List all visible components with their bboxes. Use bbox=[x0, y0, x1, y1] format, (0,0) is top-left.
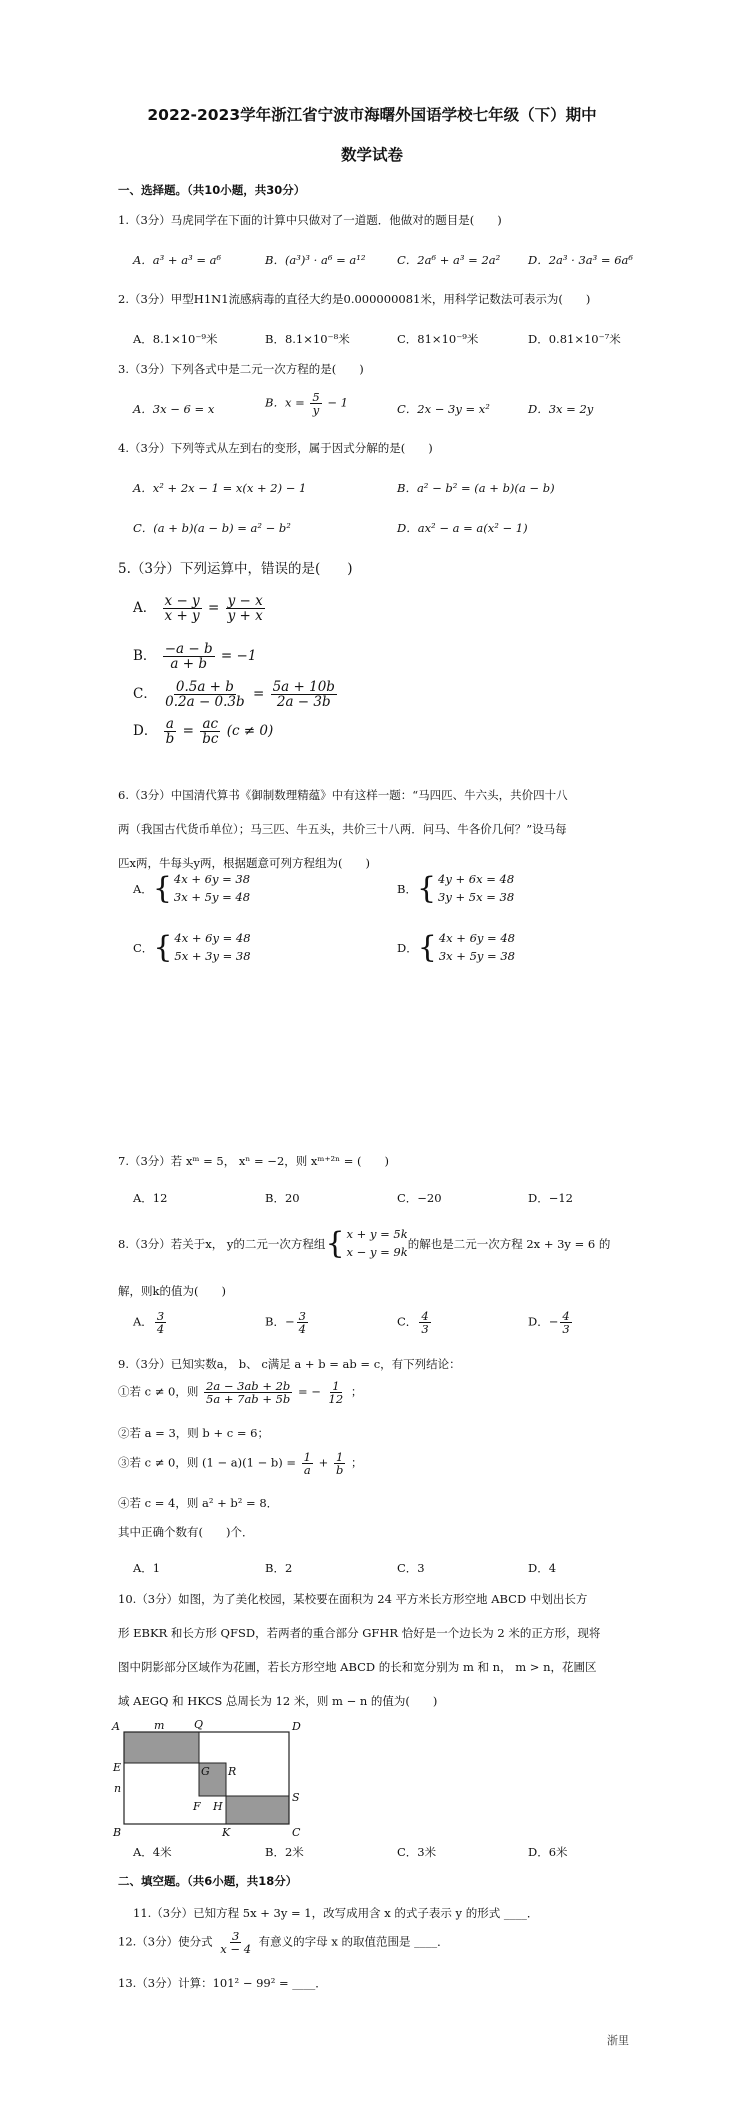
q4-option-c: C．(a + b)(a − b) = a² − b² bbox=[133, 521, 291, 535]
page-footer: 浙里 bbox=[607, 2034, 629, 2047]
q9-statement-2: ②若 a = 3，则 b + c = 6； bbox=[118, 1426, 269, 1440]
section-choice-heading: 一、选择题。（共10小题，共30分） bbox=[118, 183, 306, 197]
q9-statement-1: ①若 c ≠ 0，则 $\frac{2a - 3ab + 2b}{5a + 7ab + 5b}$ = − $\frac{1}{12}$ ； bbox=[118, 1379, 363, 1407]
q10-stem-line-2: 形 EBKR 和长方形 QFSD，若两者的重合部分 GFHR 恰好是一个边长为 2 米的正方形，现将 bbox=[118, 1626, 601, 1640]
q3-stem: 3.（3分）下列各式中是二元一次方程的是( ) bbox=[118, 362, 364, 376]
q5-option-a: A． $\frac{x - y}{x + y}$ = $\frac{y - x}{y + x}$ bbox=[133, 593, 263, 625]
q1-option-d: D．2a³ · 3a³ = 6a⁶ bbox=[528, 253, 633, 267]
q6-option-a: A． { 4x + 6y = 38 3x + 5y = 48 bbox=[133, 871, 251, 906]
q1-option-a: A．a³ + a³ = a⁶ bbox=[133, 253, 222, 267]
q2-option-c: C．81×10⁻⁹米 bbox=[397, 332, 479, 346]
q13-text: 13.（3分）计算：101² − 99² = ____． bbox=[118, 1976, 327, 1990]
label-e: E bbox=[113, 1761, 122, 1774]
label-c: C bbox=[292, 1826, 301, 1839]
q9-stem: 9.（3分）已知实数a， b、 c满足 a + b = ab = c，有下列结论： bbox=[118, 1357, 461, 1371]
q9-statement-5: 其中正确个数有( )个． bbox=[118, 1525, 254, 1539]
q9-option-c: C．3 bbox=[397, 1561, 425, 1575]
title-line-1: 2022-2023学年浙江省宁波市海曙外国语学校七年级（下）期中 bbox=[147, 106, 597, 124]
q12-text: 12.（3分）使分式 $\frac{3}{x - 4}$ 有意义的字母 x 的取值范围是 ____． bbox=[118, 1929, 449, 1957]
q6-stem-line-1: 6.（3分）中国清代算书《御制数理精蕴》中有这样一题：“马四匹、牛六头，共价四十八 bbox=[118, 788, 568, 802]
q8-stem-line-2: 解，则k的值为( ) bbox=[118, 1284, 226, 1298]
q5-option-c: C． $\frac{0.5a + b}{0.2a - 0.3b}$ = $\frac{5a + 10b}{2a - 3b}$ bbox=[133, 679, 335, 711]
q6-option-b: B． { 4y + 6x = 48 3y + 5x = 38 bbox=[397, 871, 515, 906]
label-k: K bbox=[222, 1826, 231, 1839]
shaded-region-hkcs bbox=[226, 1796, 289, 1824]
q8-stem-line-1: 8.（3分）若关于x， y的二元一次方程组 { x + y = 5k x − y = 9k 的解也是二元一次方程 2x + 3y = 6 的 bbox=[118, 1226, 611, 1261]
q9-option-d: D．4 bbox=[528, 1561, 557, 1575]
q6-option-d: D． { 4x + 6y = 48 3x + 5y = 38 bbox=[397, 930, 515, 965]
q9-option-a: A．1 bbox=[133, 1561, 161, 1575]
q7-option-c: C．−20 bbox=[397, 1191, 442, 1205]
q1-option-b: B．(a³)³ · a⁶ = a¹² bbox=[265, 253, 366, 267]
label-s: S bbox=[292, 1791, 300, 1804]
label-h: H bbox=[213, 1800, 223, 1813]
q4-option-d: D．ax² − a = a(x² − 1) bbox=[397, 521, 528, 535]
q10-option-b: B．2米 bbox=[265, 1845, 304, 1859]
section-fill-heading: 二、填空题。（共6小题，共18分） bbox=[118, 1874, 298, 1888]
label-n: n bbox=[114, 1782, 122, 1795]
q2-stem: 2.（3分）甲型H1N1流感病毒的直径大约是0.000000081米，用科学记数法可表示为( ) bbox=[118, 292, 591, 306]
q6-stem-line-3: 匹x两，牛每头y两，根据题意可列方程组为( ) bbox=[118, 856, 370, 870]
shaded-region-aegq bbox=[124, 1732, 199, 1763]
q2-option-a: A．8.1×10⁻⁹米 bbox=[133, 332, 218, 346]
label-f: F bbox=[193, 1800, 201, 1813]
q10-option-d: D．6米 bbox=[528, 1845, 568, 1859]
q3-option-b: B．x = $\frac{5}{y}$ − 1 bbox=[265, 390, 348, 418]
label-m: m bbox=[154, 1719, 165, 1732]
label-r: R bbox=[228, 1765, 237, 1778]
q7-option-d: D．−12 bbox=[528, 1191, 573, 1205]
q4-option-b: B．a² − b² = (a + b)(a − b) bbox=[397, 481, 555, 495]
q3-option-a: A．3x − 6 = x bbox=[133, 402, 215, 416]
q2-option-b: B．8.1×10⁻⁸米 bbox=[265, 332, 350, 346]
q5-option-b: B． $\frac{-a - b}{a + b}$ = −1 bbox=[133, 641, 257, 673]
q4-option-a: A．x² + 2x − 1 = x(x + 2) − 1 bbox=[133, 481, 307, 495]
q10-stem-line-4: 域 AEGQ 和 HKCS 总周长为 12 米，则 m − n 的值为( ) bbox=[118, 1694, 438, 1708]
q1-option-c: C．2a⁶ + a³ = 2a² bbox=[397, 253, 501, 267]
q7-option-a: A．12 bbox=[133, 1191, 168, 1205]
q9-statement-3: ③若 c ≠ 0，则 (1 − a)(1 − b) = $\frac{1}{a}$ + $\frac{1}{b}$ ； bbox=[118, 1450, 363, 1478]
q9-statement-4: ④若 c = 4，则 a² + b² = 8． bbox=[118, 1496, 279, 1510]
label-q: Q bbox=[194, 1718, 204, 1731]
label-a: A bbox=[112, 1720, 120, 1733]
q11-text: 11.（3分）已知方程 5x + 3y = 1，改写成用含 x 的式子表示 y 的形式 ____． bbox=[133, 1906, 539, 1920]
q7-option-b: B．20 bbox=[265, 1191, 300, 1205]
q10-option-a: A．4米 bbox=[133, 1845, 172, 1859]
q7-stem: 7.（3分）若 xᵐ = 5， xⁿ = −2，则 xᵐ⁺²ⁿ = ( ) bbox=[118, 1154, 390, 1168]
q2-option-d: D．0.81×10⁻⁷米 bbox=[528, 332, 621, 346]
q10-stem-line-3: 图中阴影部分区域作为花圃，若长方形空地 ABCD 的长和宽分别为 m 和 n， m > n，花圃区 bbox=[118, 1660, 597, 1674]
q8-option-c: C． $\frac{4}{3}$ bbox=[397, 1309, 429, 1337]
q10-stem-line-1: 10.（3分）如图，为了美化校园，某校要在面积为 24 平方米长方形空地 ABCD 中划出长方 bbox=[118, 1592, 588, 1606]
q4-stem: 4.（3分）下列等式从左到右的变形，属于因式分解的是( ) bbox=[118, 441, 433, 455]
q8-option-a: A． $\frac{3}{4}$ bbox=[133, 1309, 165, 1337]
q6-option-c: C． { 4x + 6y = 48 5x + 3y = 38 bbox=[133, 930, 251, 965]
label-d: D bbox=[292, 1720, 301, 1733]
q3-option-d: D．3x = 2y bbox=[528, 402, 594, 416]
q1-stem: 1.（3分）马虎同学在下面的计算中只做对了一道题．他做对的题目是( ) bbox=[118, 213, 502, 227]
q9-option-b: B．2 bbox=[265, 1561, 293, 1575]
q10-figure bbox=[110, 1718, 310, 1843]
q5-stem: 5.（3分）下列运算中，错误的是( ) bbox=[118, 561, 353, 577]
q10-option-c: C．3米 bbox=[397, 1845, 437, 1859]
q5-option-d: D． $\frac{a}{b}$ = $\frac{ac}{bc}$ (c ≠ 0) bbox=[133, 716, 274, 748]
q6-stem-line-2: 两（我国古代货币单位）；马三匹、牛五头，共价三十八两．问马、牛各价几何？”设马每 bbox=[118, 822, 567, 836]
title-line-2: 数学试卷 bbox=[340, 146, 403, 164]
q8-option-b: B．− $\frac{3}{4}$ bbox=[265, 1309, 306, 1337]
label-g: G bbox=[201, 1765, 210, 1778]
q8-option-d: D．− $\frac{4}{3}$ bbox=[528, 1309, 570, 1337]
label-b: B bbox=[113, 1826, 122, 1839]
q3-option-c: C．2x − 3y = x² bbox=[397, 402, 490, 416]
